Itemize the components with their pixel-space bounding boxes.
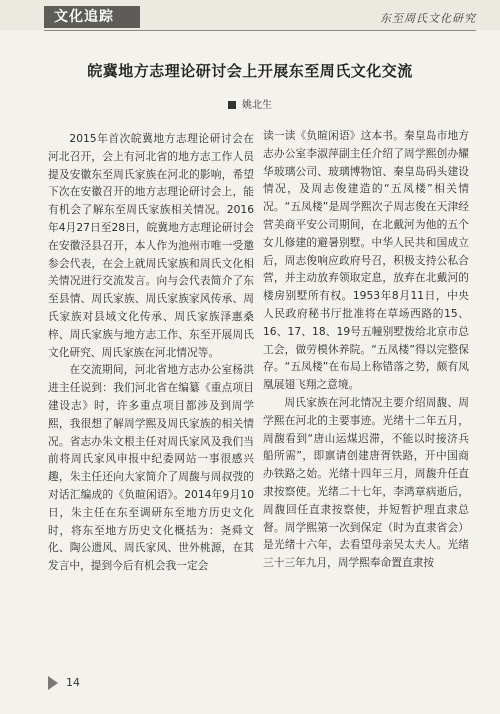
section-tab: 文化追踪 — [44, 6, 140, 28]
byline-square-icon — [228, 101, 236, 109]
left-column — [48, 130, 254, 575]
page-number: 14 — [66, 676, 80, 689]
paragraph: 读一读《负暄闲语》这本书。秦皇岛市地方志办公室李淑萍副主任介绍了周学熙创办耀华玻璃公司、玻璃博物馆、秦皇岛码头建设情况，及周志俊建造的“五凤楼”相关情况。“五凤楼”是周学熙次子周志俊在天津经营美商平安公司期间，在北戴河为他的五个女儿修建的避暑别墅。中华人民共和国成立后，周志俊响应政府号召，积极支持公私合营，并主动放弃领取定息，放弃在北戴河的楼房别墅所有权。1953年8月11日，中央人民政府秘书厅批准将在草场西路的15、16、17、18、19号五幢别墅拨给北京市总工会，做劳模休养院。“五凤楼”得以完整保存。“五凤楼”在布局上称错落之势，颇有凤凰展翅飞翔之意境。 — [263, 129, 469, 392]
author-name: 姚北生 — [242, 100, 272, 111]
paragraph: 周氏家族在河北情况主要介绍周馥、周学熙在河北的主要事迹。光绪十二年五月，周馥看到“唐山运煤迟滞，不能以时接济兵船所需”，即禀请创建唐胥铁路，开中国商办铁路之始。光绪十四年三月，周馥升任直隶按察使。光绪二十七年，李鸿章病逝后，周馥回任直隶按察使，并短暂护理直隶总督。周学熙第一次到保定（时为直隶省会）是光绪十六年，去看望母亲吴太夫人。光绪三十三年九月，周学熙奉命置直隶按 — [263, 395, 469, 570]
right-column — [263, 127, 469, 572]
byline — [0, 96, 500, 111]
paragraph: 2015年首次皖冀地方志理论研讨会在河北召开，会上有河北省的地方志工作人员提及安徽东至周氏家族在河北的影响，希望下次在安徽召开的地方志理论研讨会上，能有机会了解东至周氏家族相关情况。2016年4月27日至28日，皖冀地方志理论研讨会在安徽泾县召开，本人作为池州市唯一受邀参会代表，在会上就周氏家族和周氏文化相关情况进行交流发言。向与会代表简介了东至县情、周氏家族、周氏家族家风传承、周氏家族对县域文化传承、周氏家族泽惠桑梓、周氏家族与地方志工作、东至开展周氏文化研究、周氏家族在河北情况等。 — [48, 132, 254, 359]
article-title: 皖冀地方志理论研讨会上开展东至周氏文化交流 — [87, 62, 413, 80]
page-marker-icon — [48, 676, 58, 690]
header-rule — [44, 30, 476, 31]
magazine-name: 东至周氏文化研究 — [380, 12, 476, 25]
paragraph: 在交流期间，河北省地方志办公室杨洪进主任说到：我们河北省在编纂《重点项目建设志》时，许多重点项目都涉及到周学熙，我很想了解周学熙及周氏家族的相关情况。省志办朱文根主任对周氏家风及我们当前将周氏家风申报中纪委网站一事很感兴趣，朱主任还向大家简介了周馥与周叔弢的对话汇编成的《负暄闲语》。2014年9月10日，朱主任在东至调研东至地方历史文化时，将东至地方历史文化概括为：尧舜文化、陶公遗风、周氏家风、世外桃源，在其发言中，提到今后有机会我一定会 — [48, 363, 254, 573]
